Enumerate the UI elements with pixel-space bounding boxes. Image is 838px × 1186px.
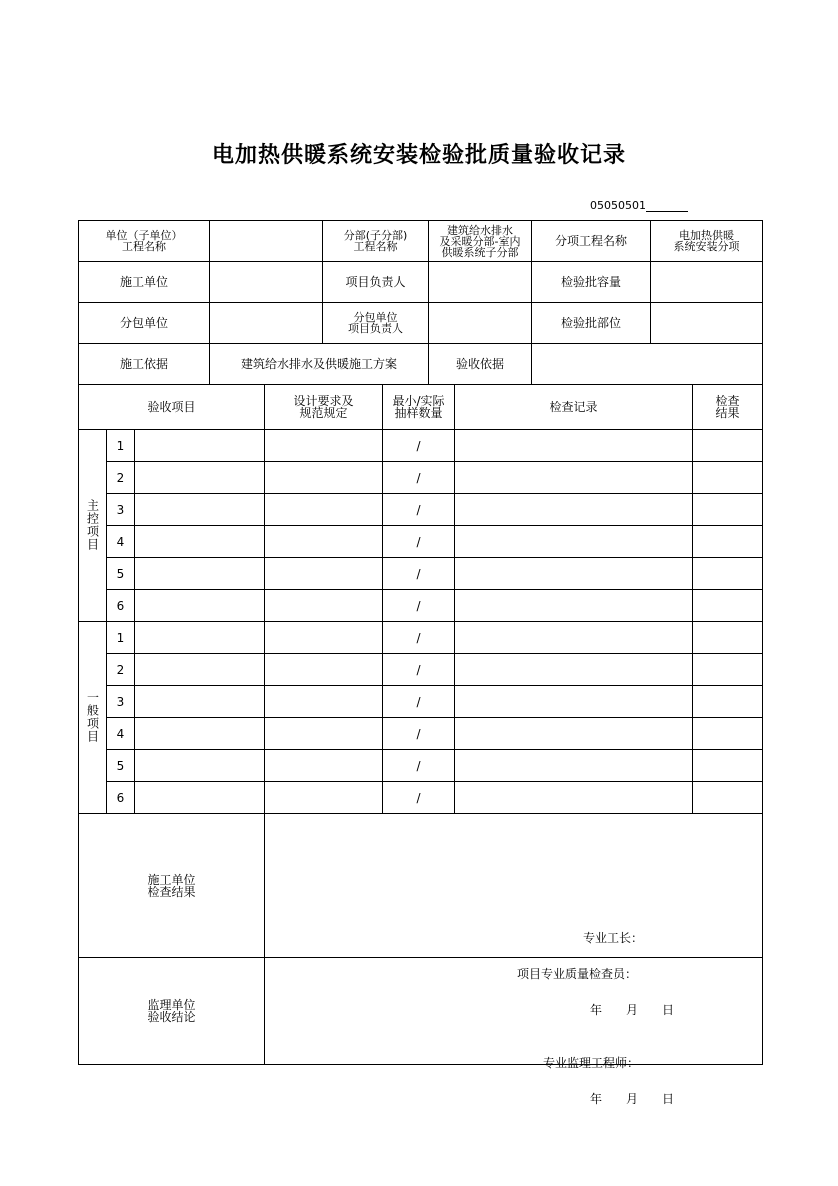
result-cell[interactable] <box>693 462 763 494</box>
result-cell[interactable] <box>693 526 763 558</box>
batch-location-value[interactable] <box>651 303 763 344</box>
sub-project-value[interactable]: 建筑给水排水 及采暖分部-室内 供暖系统子分部 <box>429 221 532 262</box>
batch-location-label: 检验批部位 <box>532 303 651 344</box>
design-cell[interactable] <box>265 526 383 558</box>
design-cell[interactable] <box>265 430 383 462</box>
record-cell[interactable] <box>455 462 693 494</box>
item-cell[interactable] <box>135 686 265 718</box>
item-cell[interactable] <box>135 622 265 654</box>
row-number: 4 <box>107 526 135 558</box>
form-code-number: 05050501 <box>590 199 646 212</box>
item-project-label: 分项工程名称 <box>532 221 651 262</box>
row-number: 3 <box>107 494 135 526</box>
sub-manager-value[interactable] <box>429 303 532 344</box>
result-cell[interactable] <box>693 622 763 654</box>
main-control-label-text: 主控项目 <box>85 498 100 551</box>
col-header-sample: 最小/实际 抽样数量 <box>383 385 455 430</box>
sample-cell[interactable]: / <box>383 750 455 782</box>
result-cell[interactable] <box>693 494 763 526</box>
row-number: 2 <box>107 654 135 686</box>
sample-cell[interactable]: / <box>383 494 455 526</box>
contractor-label: 施工单位 <box>79 262 210 303</box>
form-code <box>590 199 688 212</box>
unit-name-label: 单位（子单位） 工程名称 <box>79 221 210 262</box>
row-number: 3 <box>107 686 135 718</box>
item-cell[interactable] <box>135 750 265 782</box>
general-items-label-text: 一般项目 <box>85 690 100 743</box>
item-cell[interactable] <box>135 558 265 590</box>
construction-basis-label: 施工依据 <box>79 344 210 385</box>
row-number: 6 <box>107 782 135 814</box>
sample-cell[interactable]: / <box>383 430 455 462</box>
row-number: 6 <box>107 590 135 622</box>
result-cell[interactable] <box>693 718 763 750</box>
result-cell[interactable] <box>693 686 763 718</box>
construction-basis-value[interactable]: 建筑给水排水及供暖施工方案 <box>210 344 429 385</box>
general-items-label <box>79 622 107 814</box>
sample-cell[interactable]: / <box>383 718 455 750</box>
contractor-date: 年 月 日 <box>590 1002 675 1017</box>
row-number: 5 <box>107 750 135 782</box>
result-cell[interactable] <box>693 590 763 622</box>
item-cell[interactable] <box>135 526 265 558</box>
result-cell[interactable] <box>693 558 763 590</box>
sample-cell[interactable]: / <box>383 526 455 558</box>
record-cell[interactable] <box>455 718 693 750</box>
row-number: 4 <box>107 718 135 750</box>
document-title: 电加热供暖系统安装检验批质量验收记录 <box>211 142 626 168</box>
sample-cell[interactable]: / <box>383 558 455 590</box>
supervisor-check-label: 监理单位 验收结论 <box>79 958 265 1065</box>
quality-inspector-label: 项目专业质量检查员： <box>517 966 638 981</box>
contractor-check-label: 施工单位 检查结果 <box>79 814 265 958</box>
form-code-blank[interactable] <box>646 200 688 212</box>
project-manager-label: 项目负责人 <box>323 262 429 303</box>
row-number: 2 <box>107 462 135 494</box>
contractor-check-area[interactable] <box>265 814 763 1017</box>
col-header-result: 检查 结果 <box>693 385 763 430</box>
supervisor-date: 年 月 日 <box>590 1092 675 1106</box>
design-cell[interactable] <box>265 558 383 590</box>
item-project-value[interactable]: 电加热供暖 系统安装分项 <box>651 221 763 262</box>
record-cell[interactable] <box>455 526 693 558</box>
result-cell[interactable] <box>693 654 763 686</box>
row-number: 5 <box>107 558 135 590</box>
project-manager-value[interactable] <box>429 262 532 303</box>
acceptance-basis-value[interactable] <box>532 344 763 385</box>
design-cell[interactable] <box>265 686 383 718</box>
record-cell[interactable] <box>455 622 693 654</box>
row-number: 1 <box>107 430 135 462</box>
record-cell[interactable] <box>455 654 693 686</box>
record-cell[interactable] <box>455 494 693 526</box>
record-cell[interactable] <box>455 750 693 782</box>
result-cell[interactable] <box>693 782 763 814</box>
main-control-label <box>79 430 107 622</box>
col-header-item: 验收项目 <box>79 385 265 430</box>
batch-capacity-label: 检验批容量 <box>532 262 651 303</box>
item-cell[interactable] <box>135 462 265 494</box>
contractor-value[interactable] <box>210 262 323 303</box>
subcontractor-label: 分包单位 <box>79 303 210 344</box>
item-cell[interactable] <box>135 718 265 750</box>
acceptance-basis-label: 验收依据 <box>429 344 532 385</box>
supervisor-check-area[interactable] <box>265 958 763 1106</box>
item-cell[interactable] <box>135 430 265 462</box>
row-number: 1 <box>107 622 135 654</box>
design-cell[interactable] <box>265 654 383 686</box>
design-cell[interactable] <box>265 590 383 622</box>
design-cell[interactable] <box>265 782 383 814</box>
design-cell[interactable] <box>265 718 383 750</box>
foreman-label: 专业工长： <box>583 930 644 945</box>
batch-capacity-value[interactable] <box>651 262 763 303</box>
sample-cell[interactable]: / <box>383 590 455 622</box>
design-cell[interactable] <box>265 622 383 654</box>
sample-cell[interactable]: / <box>383 622 455 654</box>
result-cell[interactable] <box>693 430 763 462</box>
supervisor-engineer-label: 专业监理工程师： <box>543 1056 640 1070</box>
design-cell[interactable] <box>265 462 383 494</box>
sub-manager-label: 分包单位 项目负责人 <box>323 303 429 344</box>
item-cell[interactable] <box>135 494 265 526</box>
record-cell[interactable] <box>455 686 693 718</box>
record-cell[interactable] <box>455 430 693 462</box>
subcontractor-value[interactable] <box>210 303 323 344</box>
record-cell[interactable] <box>455 782 693 814</box>
design-cell[interactable] <box>265 494 383 526</box>
sub-project-label: 分部(子分部) 工程名称 <box>323 221 429 262</box>
record-cell[interactable] <box>455 590 693 622</box>
items-table <box>78 384 763 1106</box>
item-cell[interactable] <box>135 782 265 814</box>
sample-cell[interactable]: / <box>383 654 455 686</box>
header-table <box>78 220 763 385</box>
col-header-design: 设计要求及 规范规定 <box>265 385 383 430</box>
item-cell[interactable] <box>135 590 265 622</box>
item-cell[interactable] <box>135 654 265 686</box>
unit-name-value[interactable] <box>210 221 323 262</box>
sample-cell[interactable]: / <box>383 782 455 814</box>
record-cell[interactable] <box>455 558 693 590</box>
col-header-record: 检查记录 <box>455 385 693 430</box>
sample-cell[interactable]: / <box>383 686 455 718</box>
sample-cell[interactable]: / <box>383 462 455 494</box>
result-cell[interactable] <box>693 750 763 782</box>
design-cell[interactable] <box>265 750 383 782</box>
